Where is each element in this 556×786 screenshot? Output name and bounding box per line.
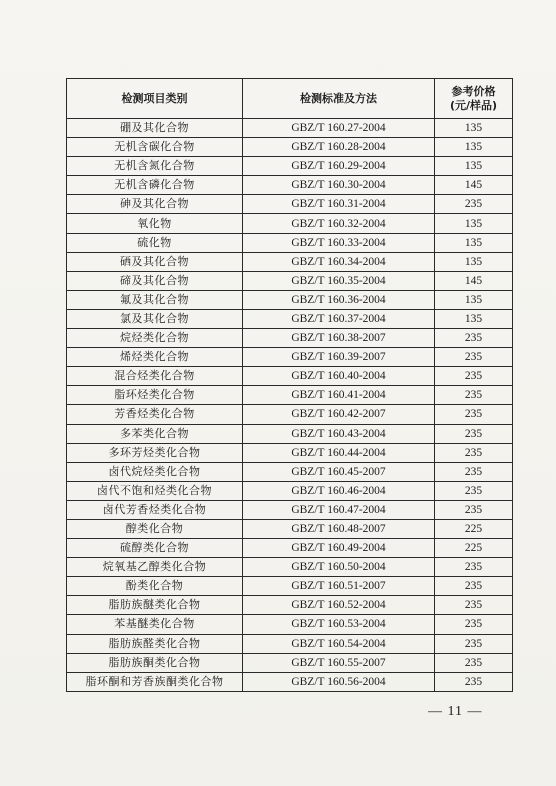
table-row: [67, 596, 513, 615]
price-cell: 235: [435, 672, 513, 691]
header-standard: [243, 79, 435, 119]
standard-cell: GBZ/T 160.46-2004: [243, 481, 435, 500]
standard-cell: GBZ/T 160.43-2004: [243, 424, 435, 443]
table-row: [67, 309, 513, 328]
price-table: [66, 78, 513, 692]
table-row: [67, 615, 513, 634]
header-standard-label: 检测标准及方法: [300, 91, 377, 105]
standard-cell: GBZ/T 160.54-2004: [243, 634, 435, 653]
table-row: [67, 443, 513, 462]
table-row: [67, 348, 513, 367]
standard-cell: GBZ/T 160.42-2007: [243, 405, 435, 424]
price-cell: 135: [435, 252, 513, 271]
table-row: [67, 519, 513, 538]
standard-cell: GBZ/T 160.55-2007: [243, 653, 435, 672]
table-row: [67, 138, 513, 157]
price-cell: 235: [435, 386, 513, 405]
table-row: [67, 271, 513, 290]
item-cell: 烷氧基乙醇类化合物: [67, 558, 243, 577]
price-cell: 225: [435, 539, 513, 558]
price-cell: 235: [435, 634, 513, 653]
table-row: [67, 481, 513, 500]
item-cell: 混合烃类化合物: [67, 367, 243, 386]
price-cell: 235: [435, 500, 513, 519]
item-cell: 砷及其化合物: [67, 195, 243, 214]
item-cell: 卤代不饱和烃类化合物: [67, 481, 243, 500]
item-cell: 无机含磷化合物: [67, 176, 243, 195]
standard-cell: GBZ/T 160.29-2004: [243, 157, 435, 176]
standard-cell: GBZ/T 160.36-2004: [243, 290, 435, 309]
price-cell: 235: [435, 596, 513, 615]
standard-cell: GBZ/T 160.56-2004: [243, 672, 435, 691]
standard-cell: GBZ/T 160.53-2004: [243, 615, 435, 634]
price-cell: 235: [435, 577, 513, 596]
price-cell: 235: [435, 558, 513, 577]
standard-cell: GBZ/T 160.41-2004: [243, 386, 435, 405]
standard-cell: GBZ/T 160.34-2004: [243, 252, 435, 271]
price-cell: 145: [435, 176, 513, 195]
item-cell: 无机含碳化合物: [67, 138, 243, 157]
standard-cell: GBZ/T 160.35-2004: [243, 271, 435, 290]
header-item: [67, 79, 243, 119]
table-row: [67, 672, 513, 691]
item-cell: 碲及其化合物: [67, 271, 243, 290]
price-cell: 135: [435, 290, 513, 309]
table-row: [67, 558, 513, 577]
item-cell: 多苯类化合物: [67, 424, 243, 443]
price-cell: 235: [435, 481, 513, 500]
table-row: [67, 157, 513, 176]
item-cell: 脂环酮和芳香族酮类化合物: [67, 672, 243, 691]
item-cell: 烯烃类化合物: [67, 348, 243, 367]
standard-cell: GBZ/T 160.48-2007: [243, 519, 435, 538]
item-cell: 硼及其化合物: [67, 119, 243, 138]
price-cell: 135: [435, 233, 513, 252]
standard-cell: GBZ/T 160.27-2004: [243, 119, 435, 138]
item-cell: 卤代芳香烃类化合物: [67, 500, 243, 519]
standard-cell: GBZ/T 160.40-2004: [243, 367, 435, 386]
standard-cell: GBZ/T 160.51-2007: [243, 577, 435, 596]
standard-cell: GBZ/T 160.30-2004: [243, 176, 435, 195]
item-cell: 酚类化合物: [67, 577, 243, 596]
price-cell: 235: [435, 348, 513, 367]
standard-cell: GBZ/T 160.32-2004: [243, 214, 435, 233]
table-row: [67, 119, 513, 138]
standard-cell: GBZ/T 160.33-2004: [243, 233, 435, 252]
item-cell: 苯基醚类化合物: [67, 615, 243, 634]
item-cell: 氟及其化合物: [67, 290, 243, 309]
table-row: [67, 176, 513, 195]
standard-cell: GBZ/T 160.38-2007: [243, 329, 435, 348]
item-cell: 脂肪族醚类化合物: [67, 596, 243, 615]
item-cell: 氧化物: [67, 214, 243, 233]
item-cell: 醇类化合物: [67, 519, 243, 538]
item-cell: 硫化物: [67, 233, 243, 252]
table-row: [67, 290, 513, 309]
header-item-label: 检测项目类别: [121, 91, 188, 105]
item-cell: 无机含氮化合物: [67, 157, 243, 176]
table-row: [67, 367, 513, 386]
item-cell: 脂肪族醛类化合物: [67, 634, 243, 653]
table-row: [67, 577, 513, 596]
price-cell: 135: [435, 309, 513, 328]
price-cell: 135: [435, 157, 513, 176]
item-cell: 脂环烃类化合物: [67, 386, 243, 405]
price-cell: 135: [435, 138, 513, 157]
table-row: [67, 252, 513, 271]
table-row: [67, 214, 513, 233]
price-cell: 235: [435, 443, 513, 462]
header-price-label: 参考价格: [451, 84, 496, 98]
table-row: [67, 195, 513, 214]
item-cell: 多环芳烃类化合物: [67, 443, 243, 462]
price-cell: 235: [435, 462, 513, 481]
table-body: [67, 119, 513, 692]
table-row: [67, 424, 513, 443]
price-cell: 235: [435, 329, 513, 348]
standard-cell: GBZ/T 160.47-2004: [243, 500, 435, 519]
item-cell: 氯及其化合物: [67, 309, 243, 328]
standard-cell: GBZ/T 160.49-2004: [243, 539, 435, 558]
price-cell: 145: [435, 271, 513, 290]
standard-cell: GBZ/T 160.28-2004: [243, 138, 435, 157]
table-row: [67, 500, 513, 519]
standard-cell: GBZ/T 160.50-2004: [243, 558, 435, 577]
item-cell: 卤代烷烃类化合物: [67, 462, 243, 481]
price-cell: 235: [435, 424, 513, 443]
header-price-unit: (元/样品): [449, 98, 498, 112]
price-cell: 235: [435, 195, 513, 214]
price-cell: 135: [435, 119, 513, 138]
price-cell: 235: [435, 653, 513, 672]
table-row: [67, 386, 513, 405]
price-cell: 235: [435, 367, 513, 386]
table-row: [67, 634, 513, 653]
standard-cell: GBZ/T 160.45-2007: [243, 462, 435, 481]
item-cell: 烷烃类化合物: [67, 329, 243, 348]
header-price: [435, 79, 513, 119]
item-cell: 硒及其化合物: [67, 252, 243, 271]
table-row: [67, 405, 513, 424]
page-number: — 11 —: [428, 704, 483, 719]
table-row: [67, 233, 513, 252]
price-cell: 135: [435, 214, 513, 233]
item-cell: 脂肪族酮类化合物: [67, 653, 243, 672]
price-cell: 235: [435, 405, 513, 424]
standard-cell: GBZ/T 160.44-2004: [243, 443, 435, 462]
standard-cell: GBZ/T 160.52-2004: [243, 596, 435, 615]
standard-cell: GBZ/T 160.31-2004: [243, 195, 435, 214]
table-row: [67, 462, 513, 481]
table-row: [67, 329, 513, 348]
table-row: [67, 539, 513, 558]
price-cell: 235: [435, 615, 513, 634]
price-cell: 225: [435, 519, 513, 538]
item-cell: 芳香烃类化合物: [67, 405, 243, 424]
standard-cell: GBZ/T 160.39-2007: [243, 348, 435, 367]
standard-cell: GBZ/T 160.37-2004: [243, 309, 435, 328]
table-header-row: [67, 79, 513, 119]
table-row: [67, 653, 513, 672]
item-cell: 硫醇类化合物: [67, 539, 243, 558]
